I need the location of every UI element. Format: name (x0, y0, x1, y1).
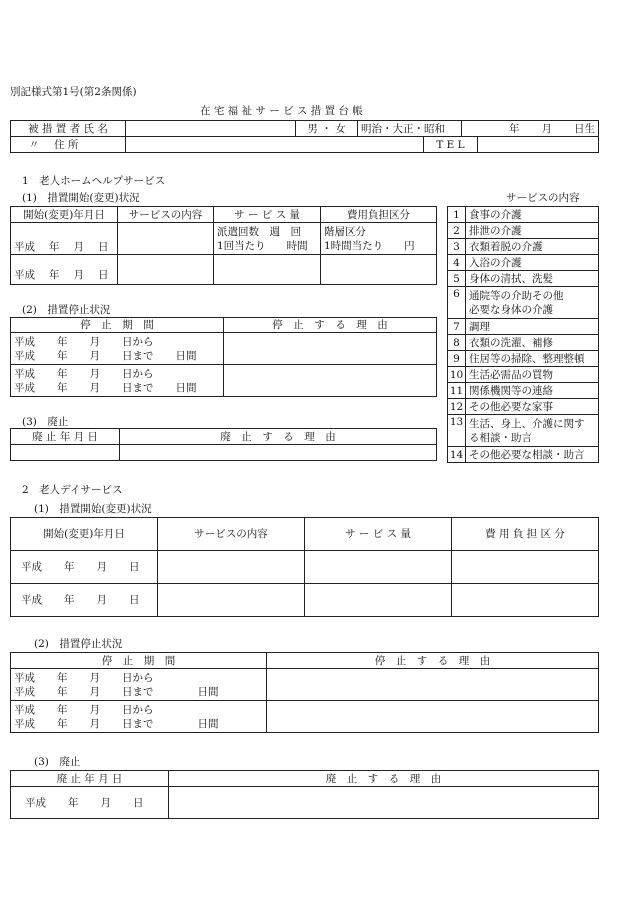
service-text (466, 399, 599, 415)
s2-start-heading: (1) 措置開始(変更)状況 (34, 503, 152, 515)
header-table (10, 120, 599, 137)
s1-col-cost: 費用負担区分 (321, 207, 437, 223)
service-item (448, 271, 599, 287)
service-text-line: 衣類の洗濯、補修 (469, 336, 553, 349)
sex-field[interactable]: 男 ・ 女 (296, 121, 358, 137)
page-title: 在 宅 福 祉 サ ー ビ ス 措 置 台 帳 (200, 105, 363, 117)
service-number: 9 (448, 351, 466, 367)
service-text-line: その他必要な家事 (469, 400, 553, 413)
s2-col-start-date: 開始(変更)年月日 (11, 518, 158, 551)
s2-abolish-table (10, 770, 599, 819)
service-item (448, 255, 599, 271)
s2-stop-col-period: 停 止 期 間 (11, 653, 267, 669)
service-text-line: 生活、身上、介護に関す (469, 417, 585, 430)
s1-abolish-table (10, 428, 437, 461)
service-item (448, 287, 599, 319)
s2-col-content: サービスの内容 (158, 518, 305, 551)
s2-abolish-heading: (3) 廃止 (34, 756, 81, 768)
service-number: 5 (448, 271, 466, 287)
service-text-line: 入浴の介護 (469, 256, 522, 269)
s1-stop-col-period: 停 止 期 間 (11, 318, 224, 333)
service-text-line: 身体の清拭、洗髪 (469, 272, 553, 285)
s2-abolish-col-date: 廃 止 年 月 日 (11, 771, 169, 787)
layer-label: 階層区分 (324, 225, 366, 238)
s1-stop-reason-1[interactable] (224, 333, 437, 365)
service-number: 7 (448, 319, 466, 335)
tel-label: T E L (424, 137, 478, 153)
s1-stop-period-2[interactable]: 平成 年 月 日から 平成 年 月 日まで 日間 (11, 365, 224, 397)
s1-stop-col-reason: 停 止 す る 理 由 (224, 318, 437, 333)
s2-abolish-date[interactable]: 平成 年 月 日 (11, 787, 169, 819)
service-text-line: 衣類着脱の介護 (469, 240, 543, 253)
s2-start-amount-2[interactable] (305, 584, 452, 617)
service-text-line: 生活必需品の買物 (469, 368, 553, 381)
per-visit-label: 1回当たり 時間 (217, 239, 308, 252)
service-item (448, 447, 599, 463)
form-reference: 別記様式第1号(第2条関係) (10, 86, 137, 98)
service-item (448, 415, 599, 447)
service-item (448, 351, 599, 367)
s1-col-amount: サ ー ビ ス 量 (214, 207, 321, 223)
s1-abolish-date[interactable] (11, 445, 120, 461)
s2-start-content-1[interactable] (158, 551, 305, 584)
birthdate-field[interactable] (462, 121, 599, 137)
service-number: 13 (448, 415, 466, 447)
service-text-line: その他必要な相談・助言 (469, 448, 585, 461)
service-number: 12 (448, 399, 466, 415)
section1-heading: 1 老人ホームヘルプサービス (22, 175, 166, 187)
name-field[interactable] (126, 121, 296, 137)
service-text (466, 351, 599, 367)
s2-start-amount-1[interactable] (305, 551, 452, 584)
service-text (466, 207, 599, 223)
s1-stop-reason-2[interactable] (224, 365, 437, 397)
service-number: 10 (448, 367, 466, 383)
service-number: 3 (448, 239, 466, 255)
service-item (448, 399, 599, 415)
service-text-line: る相談・助言 (469, 431, 532, 444)
section2-heading: 2 老人デイサービス (22, 484, 123, 496)
service-text (466, 335, 599, 351)
service-number: 6 (448, 287, 466, 319)
service-text-line: 必要な身体の介護 (469, 303, 553, 316)
service-text (466, 415, 599, 447)
service-text (466, 271, 599, 287)
s2-stop-reason-1[interactable] (267, 669, 599, 701)
service-item (448, 223, 599, 239)
s2-start-cost-2[interactable] (452, 584, 599, 617)
s1-start-amount-2[interactable] (214, 255, 321, 285)
s1-stop-period-1[interactable]: 平成 年 月 日から 平成 年 月 日まで 日間 (11, 333, 224, 365)
service-text-line: 関係機関等の連絡 (469, 384, 553, 397)
service-text-line: 食事の介護 (469, 208, 522, 221)
service-item (448, 207, 599, 223)
s2-stop-col-reason: 停 止 す る 理 由 (267, 653, 599, 669)
s1-stop-heading: (2) 措置停止状況 (22, 304, 111, 316)
s2-start-cost-1[interactable] (452, 551, 599, 584)
address-field[interactable] (126, 137, 424, 153)
s1-stop-table (10, 317, 437, 397)
address-label-cell (11, 137, 126, 153)
s2-start-date-2[interactable]: 平成 年 月 日 (11, 584, 158, 617)
s2-col-amount: サ ー ビ ス 量 (305, 518, 452, 551)
s1-abolish-heading: (3) 廃止 (22, 416, 69, 428)
address-table (10, 136, 599, 153)
s2-stop-reason-2[interactable] (267, 701, 599, 733)
service-text (466, 239, 599, 255)
era-field[interactable]: 明治・大正・昭和 (358, 121, 462, 137)
service-text-line: 通院等の介助その他 (469, 289, 564, 302)
service-number: 14 (448, 447, 466, 463)
service-number: 4 (448, 255, 466, 271)
s1-abolish-col-date: 廃 止 年 月 日 (11, 429, 120, 445)
service-text-line: 調理 (469, 320, 490, 333)
s2-stop-table (10, 652, 599, 733)
birth-day: 日生 (574, 122, 595, 135)
s2-start-date-1[interactable]: 平成 年 月 日 (11, 551, 158, 584)
address-label: 住 所 (54, 138, 79, 151)
s2-stop-heading: (2) 措置停止状況 (34, 638, 123, 650)
service-text (466, 319, 599, 335)
service-text-line: 住居等の掃除、整理整頓 (469, 352, 585, 365)
service-text (466, 383, 599, 399)
service-item (448, 367, 599, 383)
s1-abolish-col-reason: 廃 止 す る 理 由 (120, 429, 437, 445)
service-text (466, 223, 599, 239)
s1-col-start-date: 開始(変更)年月日 (11, 207, 118, 223)
s1-start-cost-2[interactable] (321, 255, 437, 285)
s2-stop-period-2[interactable]: 平成 年 月 日から 平成 年 月 日まで 日間 (11, 701, 267, 733)
service-text (466, 255, 599, 271)
service-number: 2 (448, 223, 466, 239)
service-item (448, 383, 599, 399)
s1-start-heading: (1) 措置開始(変更)状況 (22, 192, 140, 204)
s2-abolish-reason[interactable] (169, 787, 599, 819)
ditto-mark: 〃 (28, 138, 40, 151)
s2-abolish-col-reason: 廃 止 す る 理 由 (169, 771, 599, 787)
s2-col-cost: 費 用 負 担 区 分 (452, 518, 599, 551)
s1-start-date-2[interactable]: 平成 年 月 日 (11, 255, 118, 285)
service-item (448, 335, 599, 351)
s1-start-content-2[interactable] (118, 255, 214, 285)
name-label: 被 措 置 者 氏 名 (11, 121, 126, 137)
s1-col-content: サービスの内容 (118, 207, 214, 223)
birth-year: 年 (509, 122, 520, 135)
s2-start-content-2[interactable] (158, 584, 305, 617)
birth-month: 月 (541, 122, 552, 135)
services-table (447, 206, 599, 463)
s1-start-table (10, 206, 437, 285)
s1-start-date-1[interactable]: 平成 年 月 日 (11, 223, 118, 255)
service-number: 8 (448, 335, 466, 351)
service-text-line: 排泄の介護 (469, 224, 522, 237)
service-number: 1 (448, 207, 466, 223)
service-text (466, 447, 599, 463)
s1-start-amount-1[interactable] (214, 223, 321, 255)
service-text (466, 367, 599, 383)
service-item (448, 319, 599, 335)
s2-stop-period-1[interactable]: 平成 年 月 日から 平成 年 月 日まで 日間 (11, 669, 267, 701)
s1-abolish-reason[interactable] (120, 445, 437, 461)
tel-field[interactable] (478, 137, 599, 153)
service-number: 11 (448, 383, 466, 399)
dispatch-count-label: 派遣回数 週 回 (217, 225, 301, 238)
services-heading: サービスの内容 (506, 192, 580, 204)
per-hour-label: 1時間当たり 円 (324, 239, 415, 252)
service-item (448, 239, 599, 255)
s1-start-cost-1[interactable] (321, 223, 437, 255)
s1-start-content-1[interactable] (118, 223, 214, 255)
s2-start-table (10, 517, 599, 617)
service-text (466, 287, 599, 319)
